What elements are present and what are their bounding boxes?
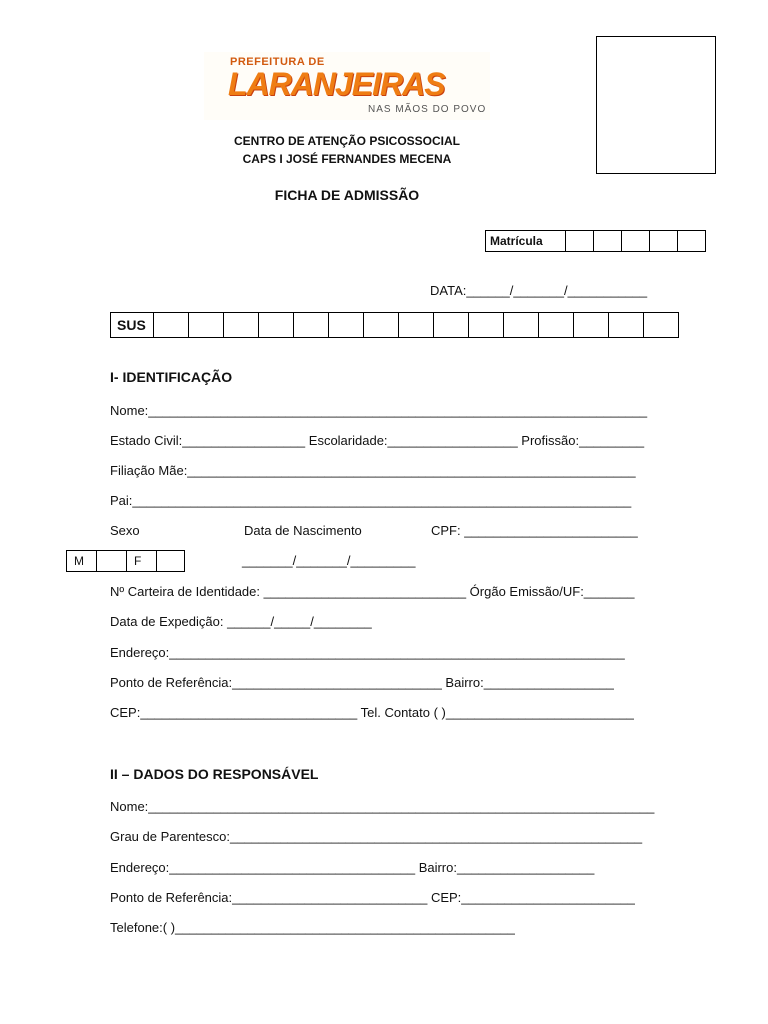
sus-cell[interactable]	[189, 313, 224, 337]
section-responsavel-title: II – DADOS DO RESPONSÁVEL	[110, 766, 319, 782]
sus-cell[interactable]	[539, 313, 574, 337]
cpf-field[interactable]: CPF: ________________________	[431, 523, 638, 538]
prefeitura-logo	[204, 52, 490, 120]
sexo-label: Sexo	[110, 523, 140, 538]
sus-cell[interactable]	[644, 313, 678, 337]
header-line2: CAPS I JOSÉ FERNANDES MECENA	[242, 152, 452, 166]
sex-f-label: F	[127, 551, 157, 571]
data-field[interactable]: DATA:______/_______/___________	[430, 283, 648, 298]
sus-cell[interactable]	[259, 313, 294, 337]
sus-cell[interactable]	[469, 313, 504, 337]
pai-field[interactable]: Pai:_____________________________________________________________________	[110, 493, 632, 508]
sus-cell[interactable]	[574, 313, 609, 337]
resp-endereco-field[interactable]: Endereço:__________________________________ Bairro:___________________	[110, 860, 595, 875]
logo-sub-text: NAS MÃOS DO POVO	[368, 104, 487, 115]
nascimento-label: Data de Nascimento	[244, 523, 362, 538]
sus-cell[interactable]	[154, 313, 189, 337]
endereco-field[interactable]: Endereço:_______________________________________________________________	[110, 645, 625, 660]
sus-cell[interactable]	[434, 313, 469, 337]
resp-telefone-field[interactable]: Telefone:( )_______________________________________________	[110, 920, 515, 935]
sex-f-checkbox[interactable]	[157, 551, 184, 571]
section-identificacao-title: I- IDENTIFICAÇÃO	[110, 369, 233, 385]
sus-field[interactable]	[110, 312, 679, 338]
matricula-cell[interactable]	[622, 231, 650, 251]
matricula-cell[interactable]	[678, 231, 705, 251]
nascimento-field[interactable]: _______/_______/_________	[242, 553, 416, 568]
ponto-referencia-field[interactable]: Ponto de Referência:_____________________________ Bairro:__________________	[110, 675, 614, 690]
sus-cell[interactable]	[294, 313, 329, 337]
resp-grau-field[interactable]: Grau de Parentesco:_________________________________________________________	[110, 829, 643, 844]
matricula-cell[interactable]	[594, 231, 622, 251]
form-title: FICHA DE ADMISSÃO	[274, 187, 420, 203]
header-line1: CENTRO DE ATENÇÃO PSICOSSOCIAL	[233, 134, 460, 148]
resp-nome-field[interactable]: Nome:______________________________________________________________________	[110, 799, 655, 814]
sus-cell[interactable]	[329, 313, 364, 337]
logo-top-text: PREFEITURA DE	[230, 56, 325, 68]
logo-main-text: LARANJEIRAS	[228, 66, 445, 102]
sex-m-label: M	[67, 551, 97, 571]
identidade-field[interactable]: Nº Carteira de Identidade: ____________________________ Órgão Emissão/UF:_______	[110, 584, 635, 599]
matricula-cell[interactable]	[566, 231, 594, 251]
resp-ponto-field[interactable]: Ponto de Referência:___________________________ CEP:________________________	[110, 890, 635, 905]
sus-label: SUS	[111, 313, 154, 337]
matricula-cell[interactable]	[650, 231, 678, 251]
sus-cell[interactable]	[224, 313, 259, 337]
expedicao-field[interactable]: Data de Expedição: ______/_____/________	[110, 614, 372, 629]
sus-cell[interactable]	[364, 313, 399, 337]
cep-field[interactable]: CEP:______________________________ Tel. Contato ( )__________________________	[110, 705, 634, 720]
sexo-checkbox-group[interactable]	[66, 550, 185, 572]
estado-civil-field[interactable]: Estado Civil:_________________ Escolaridade:__________________ Profissão:_________	[110, 433, 645, 448]
matricula-field[interactable]	[485, 230, 706, 252]
sus-cell[interactable]	[399, 313, 434, 337]
sex-m-checkbox[interactable]	[97, 551, 127, 571]
filiacao-mae-field[interactable]: Filiação Mãe:______________________________________________________________	[110, 463, 636, 478]
nome-field[interactable]: Nome:_____________________________________________________________________	[110, 403, 648, 418]
sus-cell[interactable]	[609, 313, 644, 337]
sus-cell[interactable]	[504, 313, 539, 337]
matricula-label: Matrícula	[486, 231, 566, 251]
